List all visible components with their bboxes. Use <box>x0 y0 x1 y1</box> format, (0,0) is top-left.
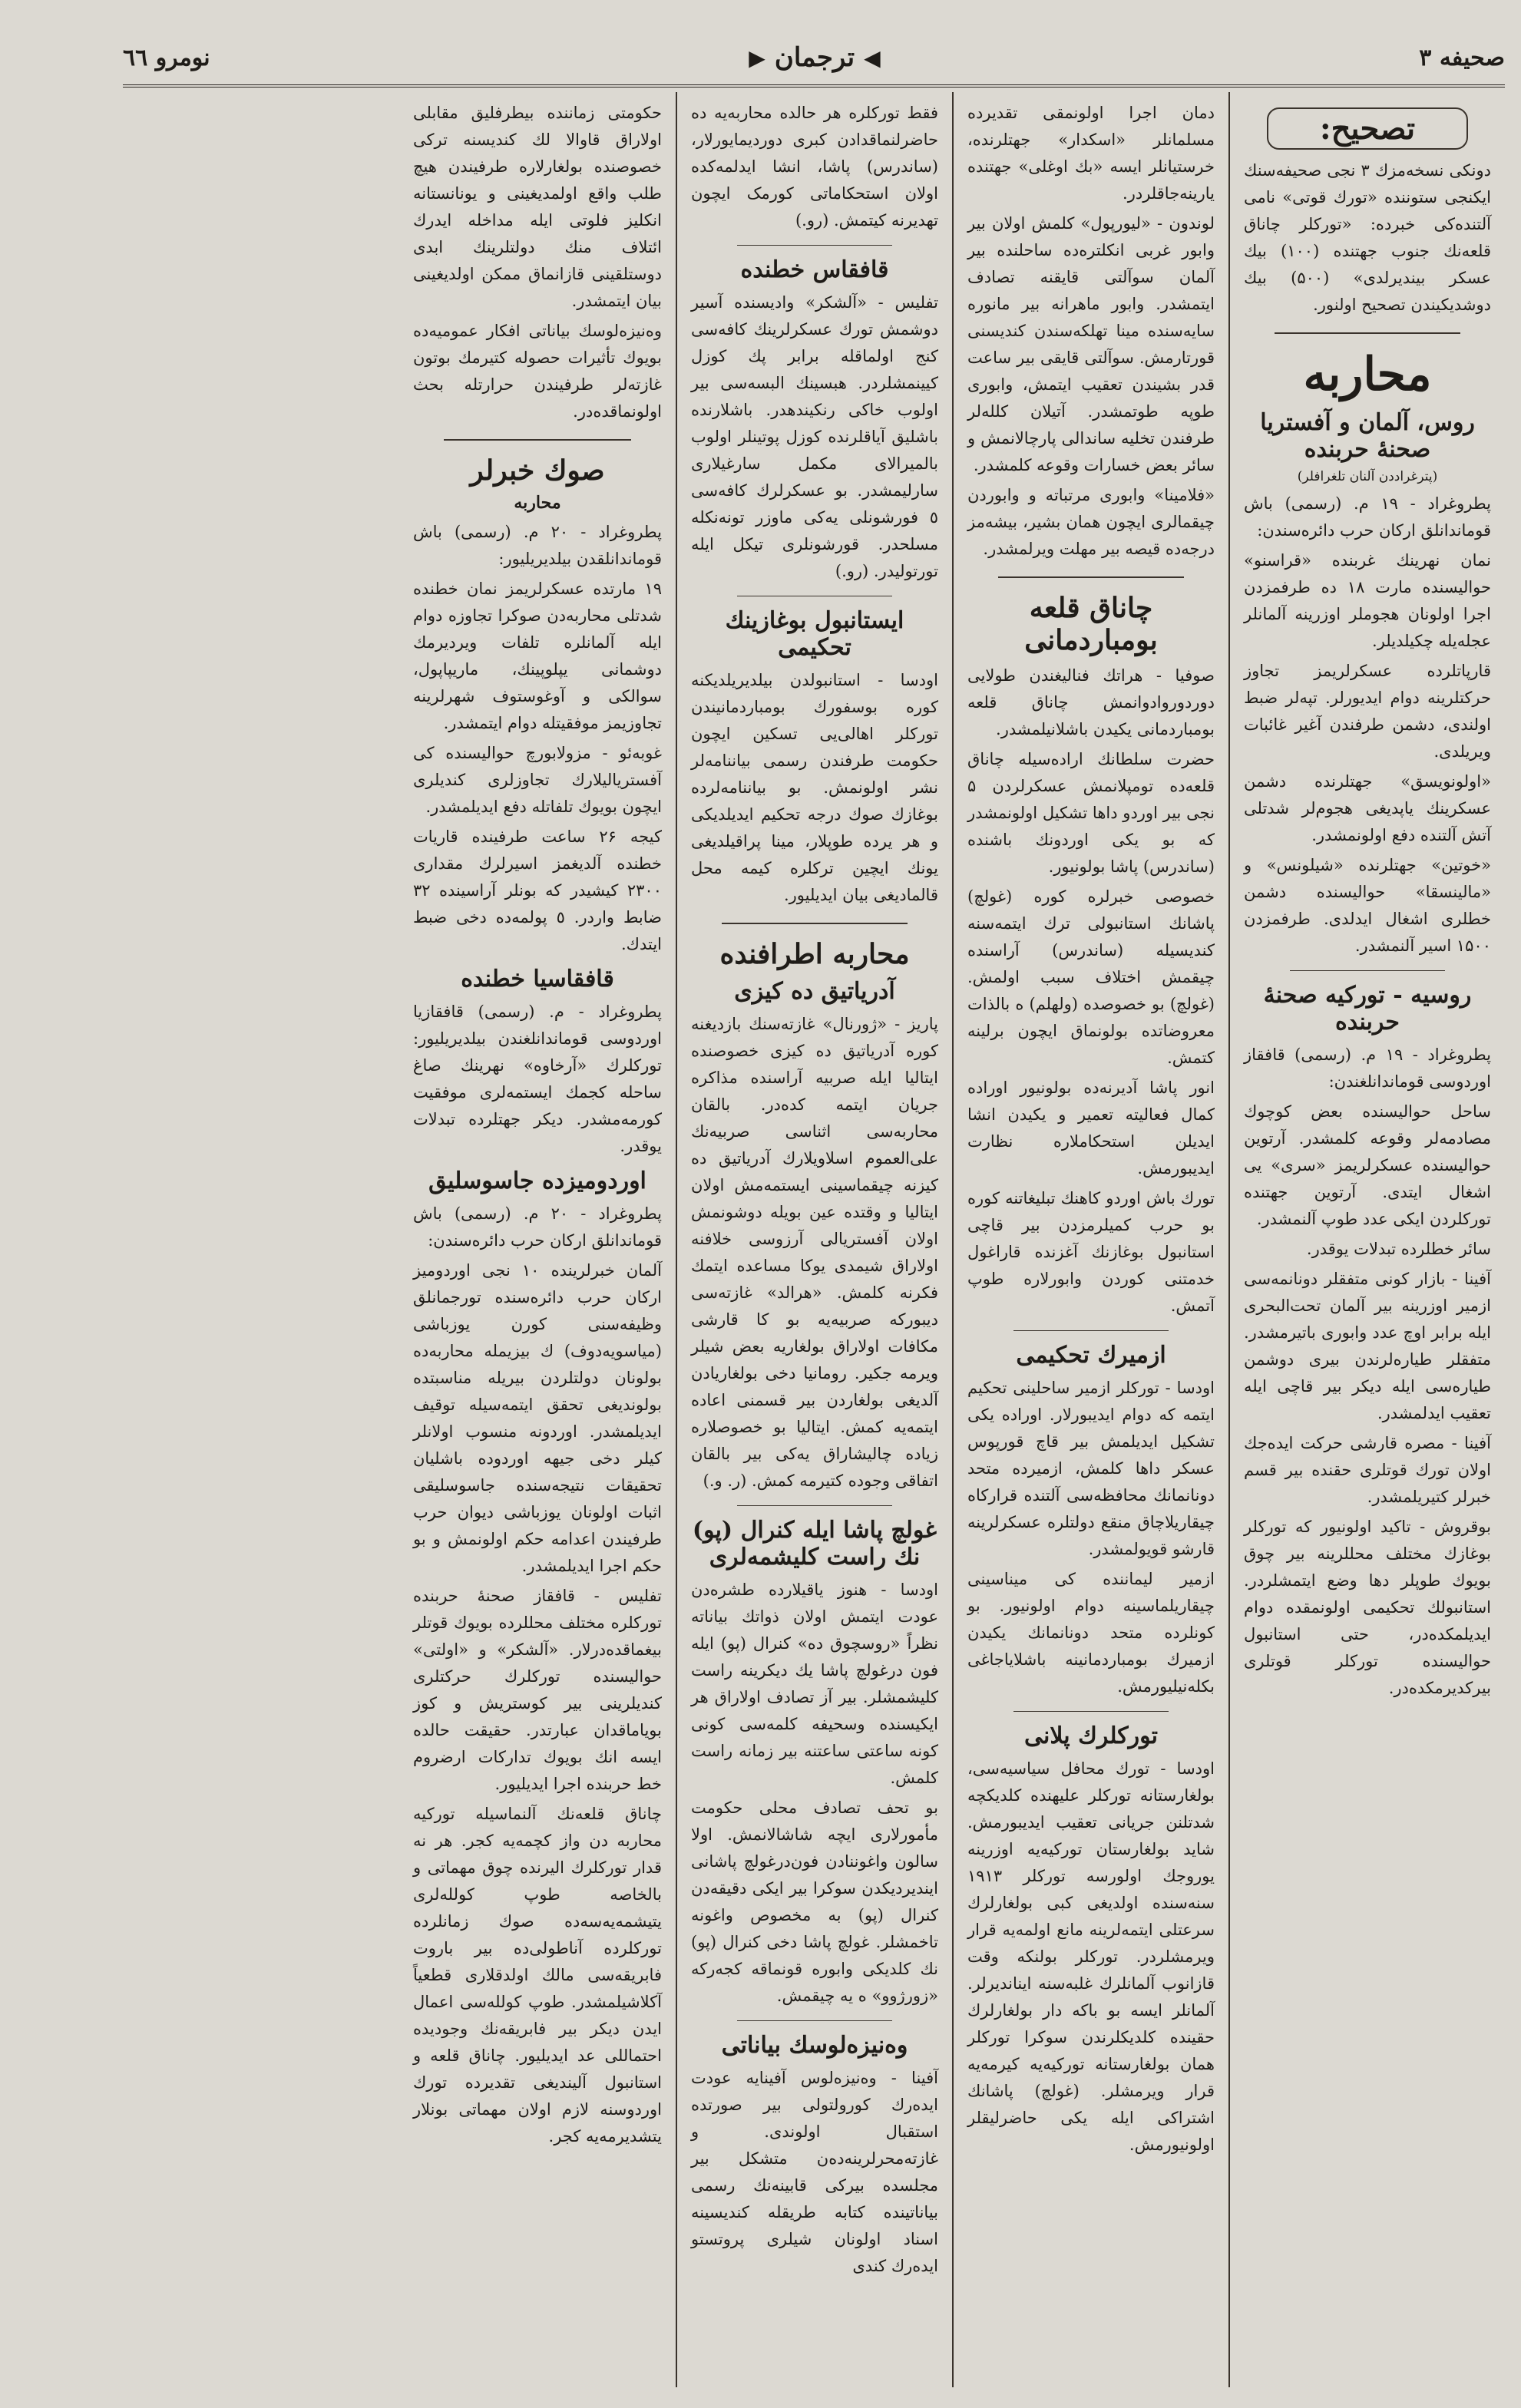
paragraph: «اولونویسق» جهتلرنده دشمن عسکرینك یاپدیغی هجوم‌لر شدتلی آتش آلتنده دفع اولونمشدر. <box>1244 772 1491 844</box>
front-title: روس، آلمان و آفستریا صحنهٔ حربنده <box>1260 409 1475 463</box>
paragraph: چاناق قلعه‌نك آلنماسیله تورکیه محاربه دن واز کچمه‌یه کجر. هر نه قدار تورکلرك الیرنده چوق مهماتی و بالخاصه طوپ کولله‌لری یتیشمه‌یه‌سه‌ده صوك زمانلرده تورکلرده آناطولی‌ده بیر باروت فابریقه‌سی مالك اولدقلاری قطعیاً آکلاشیلمشدر. طوپ کولله‌سی اعمال ایدن دیکر بیر فابریقه‌نك وجودیده احتماللی عد ایدیلیور. چاناق قلعه و استانبول آلیندیغی تقدیرده تورك اوردوسنه لازم اولان مهماتی بونلار یتشدیرمه‌یه کجر. <box>413 1805 662 2145</box>
caucasus-front-title: روسیه - تورکیه صحنهٔ حربنده <box>1263 982 1472 1036</box>
paragraph: تفلیس - قافقاز صحنهٔ حربنده تورکلره مختلف محللرده بویوك قوتلر بیغماقده‌درلار. «آلشکر» و «اولتی» حوالیسنده تورکلرك حرکتلری کندیلرینی بیر کوستریش و کوز بویاماقدان عبارتدر. حقیقت حالده ایسه انك بویوك تدارکات ارضروم خط حربنده اجرا ایدیلیور. <box>413 1587 662 1793</box>
paragraph: بوقروش - تاکید اولونیور که تورکلر بوغازك مختلف محللرینه بیر چوق بویوك طوپلر دها وضع ایتمشلردر. استانبولك تحکیمی اولونمقده دوام ایدیلمکده‌در، حتی استانبول حوالیسنده تورکلر قوتلری بیرکدیرمکده‌در. <box>1244 1518 1491 1697</box>
paragraph: پطروغراد - ۱۹ م. (رسمی) قافقاز اوردوسی قوماندانلغندن: <box>1244 1045 1491 1091</box>
divider <box>737 2020 892 2021</box>
paragraph: اودسا - تورك محافل سیاسیه‌سی، بولغارستانه تورکلر علیهنده کلدیکچه شدتلنن جریانی تعقیب ایدیبورمش. شاید بولغارستان تورکیه‌یه اوزرینه یوروجك اولورسه تورکلر ۱۹۱۳ سنه‌سنده اولدیغی کبی بولغارلرك سرعتلی ایتمه‌لرینه مانع اولمه‌یه قرار ویرمشلردر. تورکلر بولنکه وقت قازانوب آلمانلرك غلبه‌سنه ایناندیرلر. آلمانلر ایسه بو باکه دار بولغارلرك حقینده کلدیکلرندن سوکرا تورکلر همان بولغارستانه تورکیه‌یه کیرمه‌یه قرار ویرمشلر. (غولچ) پاشانك اشتراکی ایله یکی حاضرلیقلر اولونیورمش. <box>967 1759 1215 2154</box>
around-war-title: محاربه اطرافنده <box>719 938 910 970</box>
spies-title: اوردومیزده جاسوسلیق <box>428 1168 646 1194</box>
latest-news-title: صوك خبرلر <box>470 454 605 487</box>
divider <box>737 1505 892 1506</box>
divider <box>737 245 892 246</box>
paper-name: ترجمان <box>774 42 855 73</box>
issue-number: نومرو ٦٦ <box>123 44 210 71</box>
paragraph: کیجه ۲۶ ساعت طرفینده قاریات خطنده آلدیغمز اسیرلرك مقداری ۲۳۰۰ کیشیدر که بونلر آراسینده ۳۲ ضابط واردر. ٥ پولمه‌ده دخی ضبط ایتدك. <box>413 827 662 953</box>
correction-text: دونکی نسخه‌مزك ۳ نجی صحیفه‌سنك ایکنجی ستوننده «تورك قوتی» نامی آلتنده‌کی خبرده: «تورکلر چاناق قلعه‌نك جنوب جهتنده (۱۰۰) بیك عسکر بیندیرلدی» (۵۰۰) بیك دوشدیکیندن تصحیح اولنور. <box>1244 161 1491 314</box>
paragraph: لوندون - «لیورپول» کلمش اولان بیر وابور غربی انکلتره‌ده ساحلنده بیر آلمان سوآلتی قایقنه تصادف ایتمشدر. وابور ماهرانه بیر مانوره سایه‌سنده مینا تهلکه‌سندن کندیسنی قورتارمش. سوآلتی قایقی بیر ساعت قدر بشیندن تعقیب ایتمش، وابوری طوپه طوتمشدر. آتیلان کلله‌لر طرفندن تخلیه ساندالی پارچالانمش و سائر بعض خسارات وقوعه کلمشدر. <box>967 214 1215 474</box>
paragraph: تورك باش اوردو کاهنك تبلیغاتنه کوره بو حرب کمیلرمزدن بیر قاچی استانبول بوغازنك آغزنده قاراغول خدمتنی کوردن وابورلاره طوپ آتمش. <box>967 1189 1215 1315</box>
arrow-left-icon: ▶ <box>749 45 765 71</box>
paragraph: «خوتین» جهتلرنده «شیلونس» و «مالینسقا» حوالیسنده دشمن خطلری اشغال ایدلدی. طرفمزدن ۱۵۰۰ اسیر آلنمشدر. <box>1244 856 1491 955</box>
correction-title: تصحیح: <box>1267 107 1468 150</box>
divider <box>1013 1330 1169 1331</box>
paragraph: آلمان خبرلرینده ۱۰ نجی اوردومیز ارکان حرب دائره‌سنده تورجمانلق وظیفه‌سنی کورن یوزباشی (میاسویه‌دوف) ك بیزیمله محاربه‌ده بولونان دولتلردن بیریله مناسبتده بولوندیغی تحقق ایتمه‌سیله توقیف ایدیلمشدر. اوردونه منسوب اولانلر کیلر دخی جیهه اوردوده باشلیان تحقیقات نتیجه‌سنده جاسوسلیقی اثبات اولونان یوزباشی دیوان حرب طرفیندن اعدامه حکم اولونمش و بو حکم اجرا ایدیلمشدر. <box>413 1261 662 1575</box>
column-1 <box>1228 92 1505 2387</box>
divider <box>722 923 908 924</box>
masthead <box>123 31 1505 88</box>
paragraph: نمان نهرینك غربنده «قراسنو» حوالیسنده مارت ۱۸ ده طرفمزدن اجرا اولونان هجوملر اوزرینه آلمانلر عجله‌یله چکیلدیلر. <box>1244 551 1492 650</box>
paragraph: آفینا - بازار کونی متفقلر دونانمه‌سی ازمیر اوزرینه بیر آلمان تحت‌البحری ایله برابر اوچ عدد وابوری باتیرمشدر. متفقلر طیاره‌لرندن بیری دوشمن طیاره‌سی ایله دیکر بیر قاچی ایله تعقیب ایدلمشدر. <box>1244 1270 1491 1422</box>
war-title: محاربه <box>1303 348 1432 401</box>
paragraph: سائر خطلرده تبدلات یوقدر. <box>1306 1240 1491 1258</box>
paragraph: حضرت سلطانك اراده‌سیله چاناق قلعه‌ده تومپلانمش عسکرلردن ۵ نجی بیر اوردو داها تشکیل اولونمشدر که بو یکی اوردونك باشنده (ساندرس) پاشا بولونیور. <box>967 750 1215 876</box>
istanbul-title: ایستانبول بوغازینك تحکیمی <box>725 607 904 661</box>
izmir-title: ازمیرك تحکیمی <box>1016 1342 1166 1369</box>
column-3 <box>676 92 952 2387</box>
adriatic-title: آدریاتیق ده کیزی <box>734 978 895 1005</box>
caucasia-title: قافقاسیا خطنده <box>461 966 614 993</box>
paragraph: اودسا - استانبولدن بیلدیریلدیکنه کوره بوسفورك بومباردمانیندن تورکلر اهالی‌یی تسکین ایچون حکومت طرفندن رسمی بیاننامه‌لر نشر اولونمش. بو بیاننامه‌لرده بوغازك صوك درجه تحکیم ایدیلدیکی و هر یرده طوپلار، مینا پراقیلدیغی یونك ایچین ترکلره کیمه محل قالمادیغی بیان ایدیلیور. <box>691 671 938 904</box>
paragraph: صوفیا - هراتك فنالیغندن طولایی دوردوروادوانمش چاناق قلعه بومباردمانی یکیدن باشلانیلمشدر. <box>967 666 1215 738</box>
war-subtitle: محاربه <box>514 493 561 513</box>
plan-title: تورکلرك پلانی <box>1024 1723 1158 1749</box>
goltz-title: غولچ پاشا ایله کنرال (پو) نك راست کلیشمه‌لری <box>692 1517 937 1571</box>
paragraph: تفلیس - «آلشکر» وادیسنده آسیر دوشمش تورك عسکرلرینك کافه‌سی کنج اولماقله برابر پك کوزل کیینمشلردر. هبسینك البسه‌سی بیر اولوب خاکی رنکیندهدر. باشلارنده باشلیق آیاقلرنده کوزل پوتینلر اولوب بالمیرالای مکمل سارغیلاری سارلیمشدر. بو عسکرلرك کافه‌سی ٥ فورشونلی یه‌کی ماوزر تونه‌نکله مسلحدر. قورشونلری تیکل ایله تورتولیدر. (رو.) <box>691 293 938 580</box>
column-4 <box>399 92 676 2387</box>
paragraph: اودسا - هنوز یاقیلارده طشره‌دن عودت ایتمش اولان ذواتك بیاناته نظراً «روسچوق ده» کنرال (پو) ایله فون درغولچ پاشا یك دیکرینه راست کلیشمشلر. بیر آز تصادف اولاراق هر ایکیسنده وسحیفه کلمه‌سی کونی کونه ساعتی ساعتنه بیر زمانه راست کلمش. <box>691 1581 938 1787</box>
paragraph: حکومتی زماننده بیطرفلیق مقابلی اولاراق قاوالا لك کندیسنه ترکی خصوصنده بولغارلاره طرفیندن هیچ طلب واقع اولمدیغینی و یونانستانه انکلیز فلوتی ایله مداخله ایدرك ائتلاف منك دولتلرینك ابدی دوستلقینی قازانماق ممکن اولدیغینی بیان ایتمشدر. <box>413 104 662 310</box>
page-number: صحیفه ۳ <box>1419 44 1505 71</box>
columns <box>123 92 1505 2387</box>
divider <box>1013 1711 1169 1712</box>
arrow-right-icon: ◀ <box>864 45 881 71</box>
paragraph: ۱۹ مارتده عسکرلریمز نمان خطنده شدتلی محاربه‌دن صوکرا تجاوزه دوام ایله آلمانلره تلفات ویردیرمك دوشمانی یپلوپینك، ماریپاپول، سوالکی و آوغوستوف شهرلرینه تجاوزیمز موفقیتله دوام ایتمشدر. <box>413 580 662 732</box>
paragraph: ساحل حوالیسنده بعض کوچوك مصادمه‌لر وقوعه کلمشدر. آرتوین حوالیسنده عسکرلریمز «سری» یی اشغال ایتدی. آرتوین جهتنده تورکلردن ایکی عدد طوپ آلنمشدر. <box>1244 1102 1491 1228</box>
paragraph: غوبه‌ئو - مزولابورچ حوالیسنده کی آفستریالیلارك تجاوزلری کندیلری ایچون بویوك تلفاتله دفع ایدیلمشدر. <box>413 744 662 816</box>
paper-name-block <box>749 42 880 73</box>
paragraph: «فلامینا» وابوری مرتباته و وابوردن چیقمالری ایچون همان بشیر، بیشه‌مز درجه‌ده قیصه بیر مهلت ویرلمشدر. <box>967 486 1215 558</box>
divider <box>1290 970 1445 971</box>
venizelos-title: وه‌نیزه‌لوسك بیاناتی <box>721 2032 908 2059</box>
paragraph: وه‌نیزه‌لوسك بیاناتی افکار عمومیه‌ده بویوك تأثیرات حصوله کتیرمك بوتون غازته‌لر طرفیندن حرارتله بحث اولونماقده‌در. <box>413 322 662 421</box>
column-2 <box>952 92 1228 2387</box>
paragraph: پطروغراد - ۲۰ م. (رسمی) باش قوماندانلق ارکان حرب دائره‌سندن: <box>413 1204 662 1250</box>
paragraph: ازمیر لیماننده کی میناسینی چیقاریلماسینه دوام اولونیور. بو کونلرده متحد دونانمانك یکیدن ازمیرك بومباردمانینه باشلایاجاغی بکله‌نیلیورمش. <box>967 1570 1215 1696</box>
paragraph: دمان اجرا اولونمقی تقدیرده مسلمانلر «اسکدار» جهتلرنده، خرستیانلر ایسه «بك اوغلی» جهتنده یارینه‌جاقلردر. <box>967 104 1215 203</box>
front-note: (پترغراددن آلنان تلغرافلر) <box>1297 469 1438 484</box>
paragraph: قارپاتلرده عسکرلریمز تجاوز حرکتلرینه دوام ایدیورلر. تپه‌لر ضبط اولندی، دشمن طرفندن آغیر غائبات ویریلدی. <box>1244 662 1491 761</box>
paragraph: انور پاشا آدیرنه‌ده بولونیور اوراده کمال فعالیته تعمیر و یکیدن انشا ایدیلن استحکاملاره نظارت ایدیبورمش. <box>967 1078 1215 1178</box>
paragraph: پطروغراد - ۱۹ م. (رسمی) باش قوماندانلق ارکان حرب دائره‌سندن: <box>1244 494 1491 540</box>
divider <box>1275 332 1460 334</box>
divider <box>444 439 631 441</box>
paragraph: فقط تورکلره هر حالده محاربه‌یه ده حاضرلنماقدادن کبری دوردیمایورلار، (ساندرس) پاشا، انشا ایدلمه‌کده اولان استحکاماتی کورمک ایچون تهدیرنه کیتمش. (رو.) <box>691 104 938 230</box>
paragraph: آفینا - مصره قارشی حرکت ایده‌جك اولان تورك قوتلری حقنده بیر قسم خبرلر کتیریلمشدر. <box>1244 1434 1491 1506</box>
bombardment-title: چاناق قلعه بومباردمانی <box>1024 592 1158 656</box>
paragraph: پطروغراد - م. (رسمی) قافقازیا اوردوسی قوماندانلغندن بیلدیریلیور: تورکلرك «آرخاوه» نهرینك صاغ ساحله کجمك ایستمه‌لری موفقیت کورمه‌مشدر. دیکر جهتلرده تبدلات یوقدر. <box>413 1003 662 1155</box>
paragraph: بو تحف تصادف محلی حکومت مأمورلاری ایچه شاشالانمش. اولا سالون واغوننادن فون‌درغولچ پاشانی ایندیردیکدن سوکرا بیر ایکی دقیقه‌دن کنرال (پو) به مخصوص واغونه تاخمشلر. غولچ پاشا دخی کنرال (پو) نك کلدیکی وابوره قونماقه کجه‌ركه «زورژوو» ه یه چیقمش. <box>691 1799 938 2005</box>
paragraph: خصوصی خبرلره کوره (غولچ) پاشانك استانبولی ترك ایتمه‌سنه کندیسیله (ساندرس) آراسنده چیقمش اختلاف سبب اولمش. (غولچ) بو خصوصده (ولهلم) ه بالذات معروضاتده بولونماق ایچون برلینه کتمش. <box>967 887 1215 1067</box>
paragraph: پطروغراد - ۲۰ م. (رسمی) باش قوماندانلقدن بیلدیریلیور: <box>413 523 662 568</box>
divider <box>998 576 1184 578</box>
paragraph: اودسا - تورکلر ازمیر ساحلینی تحکیم ایتمه که دوام ایدیبورلار. اوراده یکی تشکیل ایدیلمش بیر قاچ قورپوس عسکر داها کلمش، ازمیرده متحد دونانمانك محافظه‌سی آلتنده قرارکاه چیقاریلاچاق منقع دولتلره عسکرلرینه قارشو قویولمشدر. <box>967 1379 1215 1558</box>
paragraph: پاریز - «ژورنال» غازته‌سنك بازدیغنه کوره آدریاتیق ده کیزی خصوصنده ایتالیا ایله صربیه آراسنده مذاکره جریان ایتمه کده‌در. بالقان محاربه‌سی اثناسی صربیه‌نك علی‌العموم اسلاویلارك آدریاتیق ده کیزنه چیقماسینی ایستمه‌مش اولان ایتالیا و وقتده عین بویله دوشونمش اولان آفستریالی آرزوسی خلافنه اولاراق شیمدی یوکا مساعده ایتمك فکرنه کلمش. «هرالد» غازته‌سی دیبورکه صربیه‌یه بو کا قارشی مکافات اولاراق بولغاریه بعض شیلر ویرمه جکیر. رومانیا دخی بولغاریادن آلدیغی بولغاردن بیر قسمنی اعاده ایتمه‌یه کمش. ایتالیا بو خصوصلاره زیاده چالیشاراق یه‌کی بیر بالقان اتفاقی وجوده کتیرمه کمش. (ر. و.) <box>691 1015 938 1490</box>
caucasus-line-title: قافقاس خطنده <box>740 256 889 283</box>
paragraph: آفینا - وه‌نیزه‌لوس آفینایه عودت ایده‌رك کورولتولی بیر صورتده استقبال اولوندی. و غازته‌محرلرینه‌ده‌ن متشکل بیر مجلسده بیرکی قابینه‌نك رسمی بیاناتینده کتابه طریقله کندیسینه اسناد اولونان شیلری پروتستو ایده‌رك کندی <box>691 2069 938 2275</box>
